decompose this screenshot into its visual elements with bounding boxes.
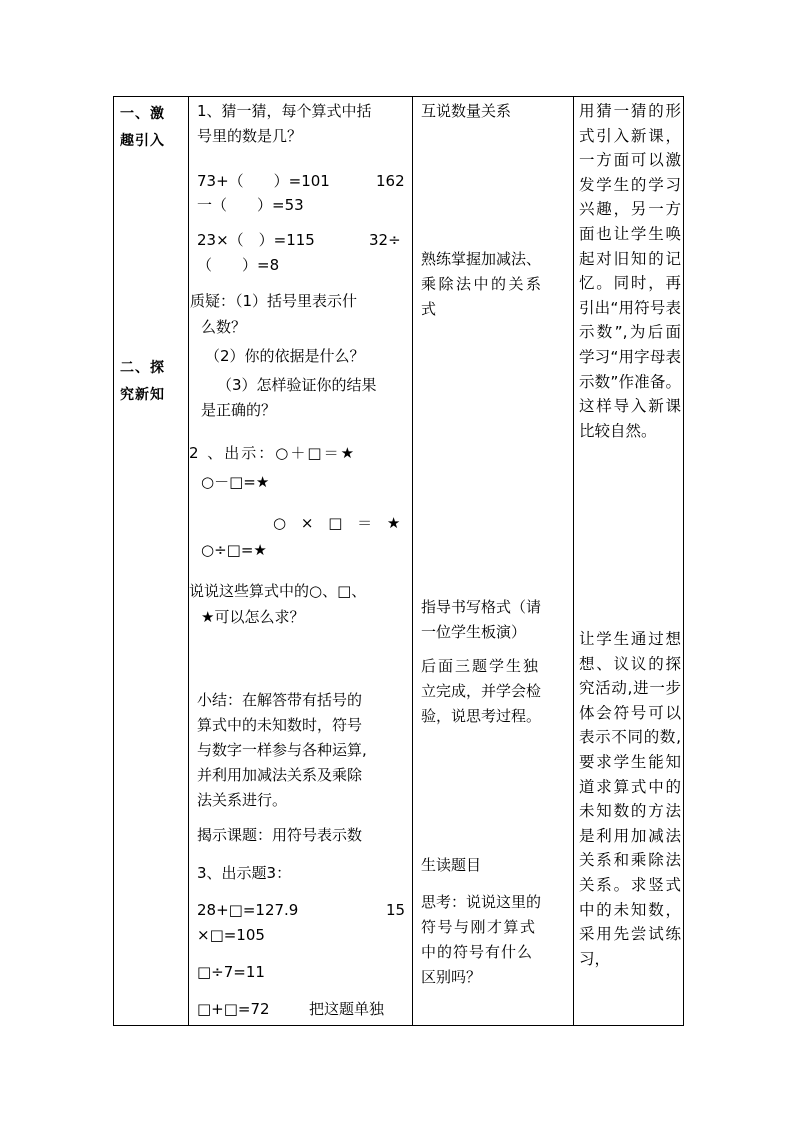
question-2-line-2: ○－□=★ [201, 473, 270, 491]
question-3: 3、出示题3： [197, 864, 292, 882]
equation-1-right: 162 [376, 172, 405, 190]
activity-4-line-1: 后面三题学生独 [421, 657, 541, 675]
summary-line-3: 与数字一样参与各种运算, [197, 741, 367, 759]
question-2-ask-line-1: 说说这些算式中的○、□、 [189, 582, 367, 600]
equation-5: □+□=72 [197, 1000, 270, 1018]
activity-4-line-2: 立完成，并学会检 [421, 682, 542, 700]
activity-2-line-2: 乘除法中的关系 [421, 275, 544, 293]
stage-explore [120, 355, 186, 409]
question-prompt-line-4: （3）怎样验证你的结果 [217, 376, 377, 394]
stage-column [114, 97, 189, 1026]
question-prompt-line-5: 是正确的？ [201, 401, 277, 419]
equation-3: 28+□=127.9 [197, 901, 299, 919]
equation-2-cont: （ ）=8 [197, 256, 280, 274]
question-prompt-line-3: （2）你的依据是什么？ [205, 347, 365, 365]
question-2-line-3: ○ × □ ＝ ★ [273, 514, 406, 532]
question-1-line-2: 号里的数是几？ [197, 127, 303, 145]
activity-5: 生读题目 [421, 856, 482, 874]
question-2-line-1: 2 、出示：○＋□＝★ [189, 444, 357, 462]
summary-line-5: 法关系进行。 [197, 791, 288, 809]
equation-2-right: 32÷ [369, 231, 401, 249]
equation-3-cont: ×□=105 [197, 926, 265, 944]
activity-6-line-2: 符号与刚才算式 [421, 918, 537, 936]
activity-2-line-1: 熟练掌握加减法、 [421, 250, 542, 268]
question-prompt-line-1: 质疑：（1）括号里表示什 [190, 292, 358, 310]
activity-6-line-3: 中的符号有什么 [421, 943, 534, 961]
summary-line-1: 小结：在解答带有括号的 [197, 691, 363, 709]
equation-3-right: 15 [386, 901, 406, 919]
equation-5-note: 把这题单独 [309, 1000, 385, 1018]
content-column [189, 97, 413, 1026]
design-note-1: 用猜一猜的形式引入新课，一方面可以激发学生的学习兴趣，另一方面也让学生唤起对旧知的记忆。同时，再引出“用符号表示数”,为后面学习“用字母表示数”作准备。这样导入新课比较自然。 [579, 102, 681, 440]
table-row [114, 97, 684, 1026]
stage-explore-line-2: 究新知 [120, 387, 165, 403]
lesson-plan-table [113, 96, 684, 1026]
stage-intro-line-2: 趣引入 [120, 133, 165, 149]
question-2-ask-line-2: ★可以怎么求？ [201, 608, 305, 626]
stage-intro [120, 101, 186, 155]
equation-4: □÷7=11 [197, 963, 265, 981]
lesson-topic: 揭示课题：用符号表示数 [197, 826, 363, 844]
equation-2: 23×（ ）=115 [197, 231, 315, 249]
stage-explore-line-1: 二、探 [120, 360, 165, 376]
notes-column [574, 97, 684, 1026]
activity-2-line-3: 式 [421, 300, 437, 318]
activity-6-line-4: 区别吗？ [421, 968, 482, 986]
activity-4-line-3: 验，说思考过程。 [421, 707, 542, 725]
stage-intro-line-1: 一、激 [120, 106, 165, 122]
summary-line-4: 并利用加减法关系及乘除 [197, 766, 363, 784]
activity-column [413, 97, 574, 1026]
activity-3-line-2: 一位学生板演） [421, 623, 527, 641]
equation-1-cont: 一（ ）=53 [197, 196, 304, 214]
activity-1: 互说数量关系 [421, 102, 512, 120]
question-prompt-line-2: 么数？ [201, 318, 247, 336]
design-note-2: 让学生通过想想、议议的探究活动,进一步体会符号可以表示不同的数,要求学生能知道求算式中的未知数的方法是利用加减法关系和乘除法关系。求竖式中的未知数，采用先尝试练习， [579, 630, 681, 968]
activity-6-line-1: 思考：说说这里的 [421, 893, 542, 911]
equation-1: 73+（ ）=101 [197, 172, 330, 190]
activity-3-line-1: 指导书写格式（请 [421, 598, 542, 616]
question-1-line-1: 1、猜一猜，每个算式中括 [197, 102, 372, 120]
summary-line-2: 算式中的未知数时，符号 [197, 716, 363, 734]
question-2-line-4: ○÷□=★ [201, 541, 267, 559]
